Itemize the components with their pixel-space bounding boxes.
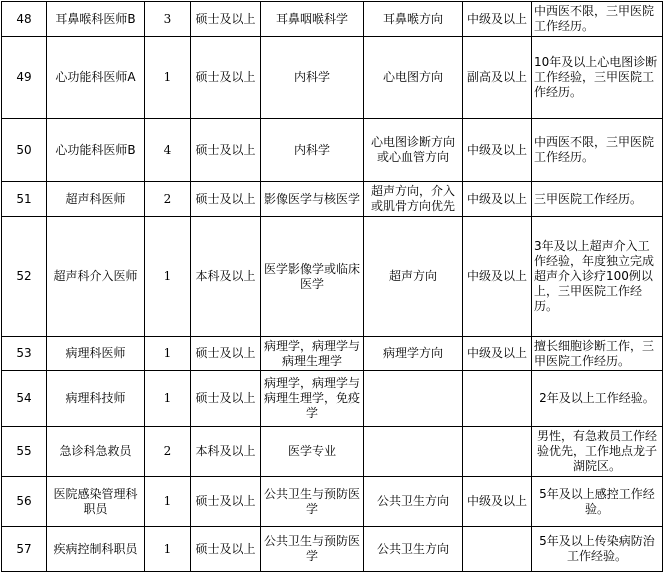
cell-education: 硕士及以上: [191, 527, 261, 572]
cell-no: 53: [2, 337, 47, 371]
cell-title: 中级及以上: [463, 2, 532, 37]
table-row: [2, 337, 663, 371]
cell-direction: [364, 427, 463, 477]
cell-no: 50: [2, 119, 47, 182]
cell-requirement: 5年及以上感控工作经验。: [532, 477, 663, 527]
cell-direction: 心电图方向: [364, 37, 463, 119]
cell-position: 医院感染管理科职员: [47, 477, 145, 527]
cell-direction: 心电图诊断方向或心血管方向: [364, 119, 463, 182]
cell-major: 内科学: [261, 119, 364, 182]
table-body: [2, 2, 663, 572]
cell-direction: 超声方向: [364, 217, 463, 337]
cell-education: 本科及以上: [191, 427, 261, 477]
cell-education: 硕士及以上: [191, 371, 261, 427]
cell-position: 病理科医师: [47, 337, 145, 371]
cell-major: 公共卫生与预防医学: [261, 477, 364, 527]
table-row: [2, 182, 663, 217]
cell-no: 49: [2, 37, 47, 119]
table-row: [2, 371, 663, 427]
cell-title: [463, 371, 532, 427]
cell-count: 2: [145, 182, 191, 217]
cell-no: 57: [2, 527, 47, 572]
cell-count: 2: [145, 427, 191, 477]
cell-no: 52: [2, 217, 47, 337]
cell-education: 硕士及以上: [191, 37, 261, 119]
cell-count: 4: [145, 119, 191, 182]
cell-no: 56: [2, 477, 47, 527]
cell-count: 1: [145, 477, 191, 527]
cell-education: 硕士及以上: [191, 182, 261, 217]
cell-requirement: 擅长细胞诊断工作，三甲医院工作经历。: [532, 337, 663, 371]
cell-position: 超声科介入医师: [47, 217, 145, 337]
cell-title: 中级及以上: [463, 182, 532, 217]
cell-count: 1: [145, 371, 191, 427]
table-row: [2, 2, 663, 37]
cell-count: 1: [145, 217, 191, 337]
table-row: [2, 477, 663, 527]
table-row: [2, 427, 663, 477]
cell-education: 硕士及以上: [191, 477, 261, 527]
cell-no: 51: [2, 182, 47, 217]
cell-direction: 公共卫生方向: [364, 477, 463, 527]
cell-count: 1: [145, 527, 191, 572]
cell-direction: 超声方向，介入或肌骨方向优先: [364, 182, 463, 217]
cell-education: 硕士及以上: [191, 2, 261, 37]
cell-major: 公共卫生与预防医学: [261, 527, 364, 572]
cell-title: [463, 527, 532, 572]
cell-major: 耳鼻咽喉科学: [261, 2, 364, 37]
cell-title: 中级及以上: [463, 477, 532, 527]
cell-requirement: 男性，有急救员工作经验优先，工作地点龙子湖院区。: [532, 427, 663, 477]
cell-requirement: 三甲医院工作经历。: [532, 182, 663, 217]
cell-major: 医学专业: [261, 427, 364, 477]
cell-requirement: 中西医不限，三甲医院工作经历。: [532, 119, 663, 182]
cell-no: 54: [2, 371, 47, 427]
cell-direction: 耳鼻喉方向: [364, 2, 463, 37]
cell-major: 影像医学与核医学: [261, 182, 364, 217]
cell-requirement: 2年及以上工作经验。: [532, 371, 663, 427]
cell-position: 病理科技师: [47, 371, 145, 427]
cell-direction: [364, 371, 463, 427]
cell-no: 55: [2, 427, 47, 477]
cell-position: 心功能科医师A: [47, 37, 145, 119]
cell-position: 急诊科急救员: [47, 427, 145, 477]
cell-title: 副高及以上: [463, 37, 532, 119]
cell-education: 硕士及以上: [191, 119, 261, 182]
cell-education: 本科及以上: [191, 217, 261, 337]
cell-count: 1: [145, 37, 191, 119]
recruitment-table: [1, 1, 663, 572]
cell-title: 中级及以上: [463, 337, 532, 371]
cell-requirement: 10年及以上心电图诊断工作经验，三甲医院工作经历。: [532, 37, 663, 119]
cell-major: 病理学，病理学与病理生理学: [261, 337, 364, 371]
cell-count: 1: [145, 337, 191, 371]
cell-education: 硕士及以上: [191, 337, 261, 371]
cell-position: 心功能科医师B: [47, 119, 145, 182]
cell-position: 超声科医师: [47, 182, 145, 217]
cell-title: 中级及以上: [463, 119, 532, 182]
table-row: [2, 217, 663, 337]
cell-major: 医学影像学或临床医学: [261, 217, 364, 337]
cell-direction: 病理学方向: [364, 337, 463, 371]
table-row: [2, 527, 663, 572]
cell-requirement: 3年及以上超声介入工作经验，年度独立完成超声介入诊疗100例以上，三甲医院工作经历。: [532, 217, 663, 337]
cell-title: 中级及以上: [463, 217, 532, 337]
cell-title: [463, 427, 532, 477]
cell-requirement: 5年及以上传染病防治工作经验。: [532, 527, 663, 572]
cell-requirement: 中西医不限，三甲医院工作经历。: [532, 2, 663, 37]
cell-position: 疾病控制科职员: [47, 527, 145, 572]
table-row: [2, 119, 663, 182]
cell-no: 48: [2, 2, 47, 37]
cell-count: 3: [145, 2, 191, 37]
cell-position: 耳鼻喉科医师B: [47, 2, 145, 37]
cell-major: 内科学: [261, 37, 364, 119]
table-row: [2, 37, 663, 119]
cell-major: 病理学，病理学与病理生理学，免疫学: [261, 371, 364, 427]
cell-direction: 公共卫生方向: [364, 527, 463, 572]
